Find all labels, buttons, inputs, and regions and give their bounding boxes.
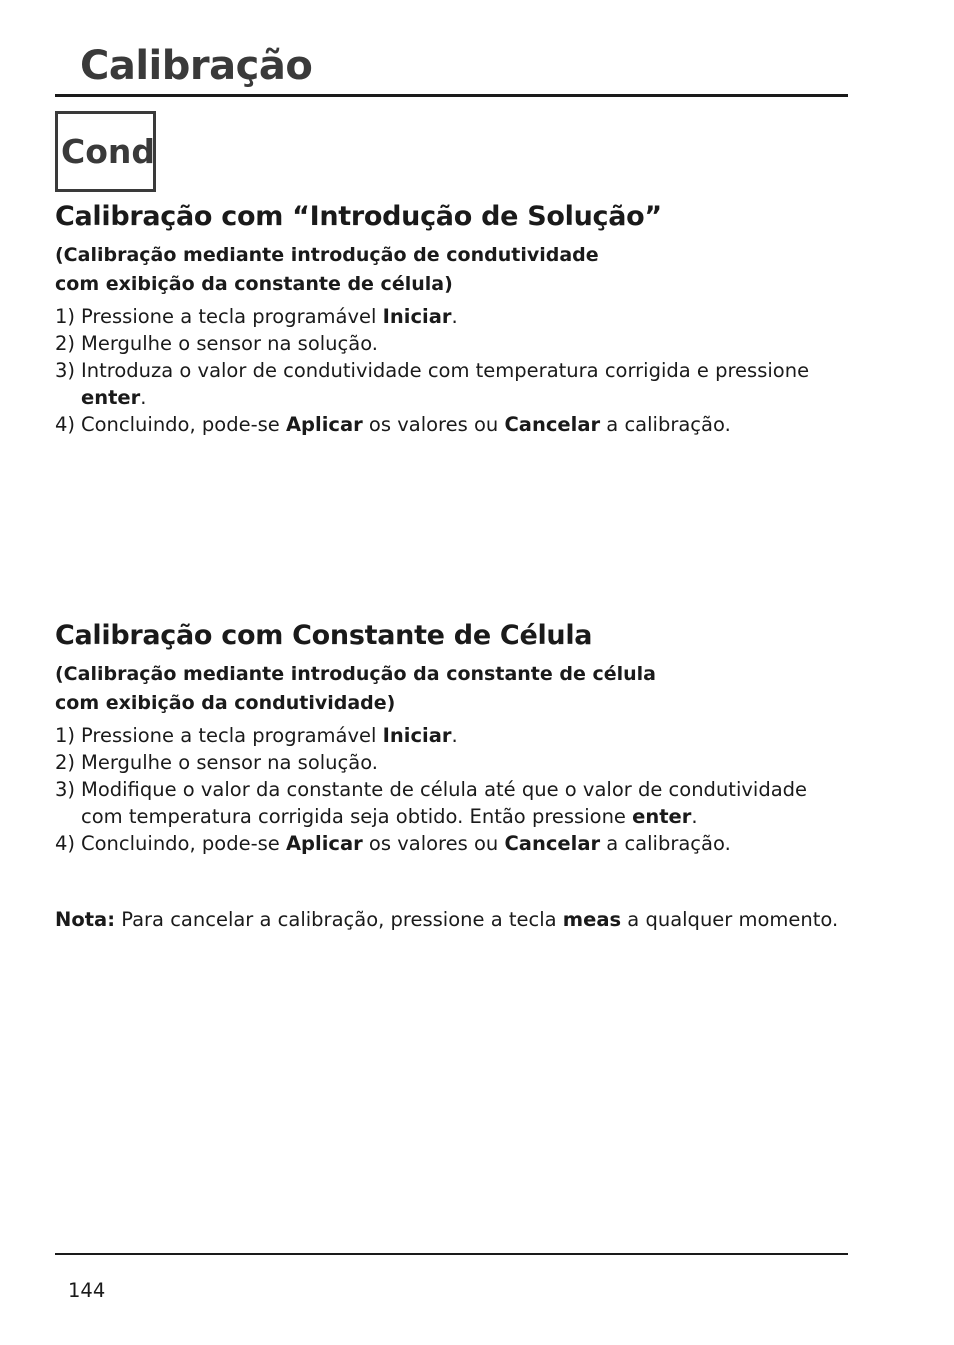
section-heading: Calibração com Constante de Célula xyxy=(55,620,593,651)
steps-list xyxy=(55,722,875,857)
section-cell-constant xyxy=(55,618,875,857)
section-heading: Calibração com “Introdução de Solução” xyxy=(55,201,662,232)
page-number: 144 xyxy=(68,1279,106,1302)
note-paragraph: Nota: Para cancelar a calibração, pressione a tecla meas a qualquer momento. xyxy=(55,908,839,931)
cond-tag-box xyxy=(55,111,156,192)
cond-tag-label: Cond xyxy=(61,132,156,171)
page-title: Calibração xyxy=(80,43,313,89)
footer-divider xyxy=(55,1253,848,1255)
meas-key: meas xyxy=(562,908,622,931)
list-item: 4) Concluindo, pode-se Aplicar os valores ou Cancelar a calibração. xyxy=(55,832,731,855)
section-subtitle: (Calibração mediante introdução de condutividade com exibição da constante de célula) xyxy=(55,244,599,295)
list-item: 4) Concluindo, pode-se Aplicar os valores ou Cancelar a calibração. xyxy=(55,413,731,436)
list-item: 3) Modifique o valor da constante de célula até que o valor de condutividade com temperatura corrigida seja obtido. Então pressione enter. xyxy=(55,778,808,828)
steps-list xyxy=(55,303,875,438)
list-item: 1) Pressione a tecla programável Iniciar. xyxy=(55,724,458,747)
section-solution-entry xyxy=(55,199,875,438)
list-item: 1) Pressione a tecla programável Iniciar. xyxy=(55,305,458,328)
list-item: 2) Mergulhe o sensor na solução. xyxy=(55,751,378,774)
list-item: 3) Introduza o valor de condutividade com temperatura corrigida e pressione enter. xyxy=(55,359,810,409)
title-divider xyxy=(55,94,848,97)
list-item: 2) Mergulhe o sensor na solução. xyxy=(55,332,378,355)
section-subtitle: (Calibração mediante introdução da constante de célula com exibição da condutividade) xyxy=(55,663,656,714)
note-label: Nota: xyxy=(55,908,115,931)
